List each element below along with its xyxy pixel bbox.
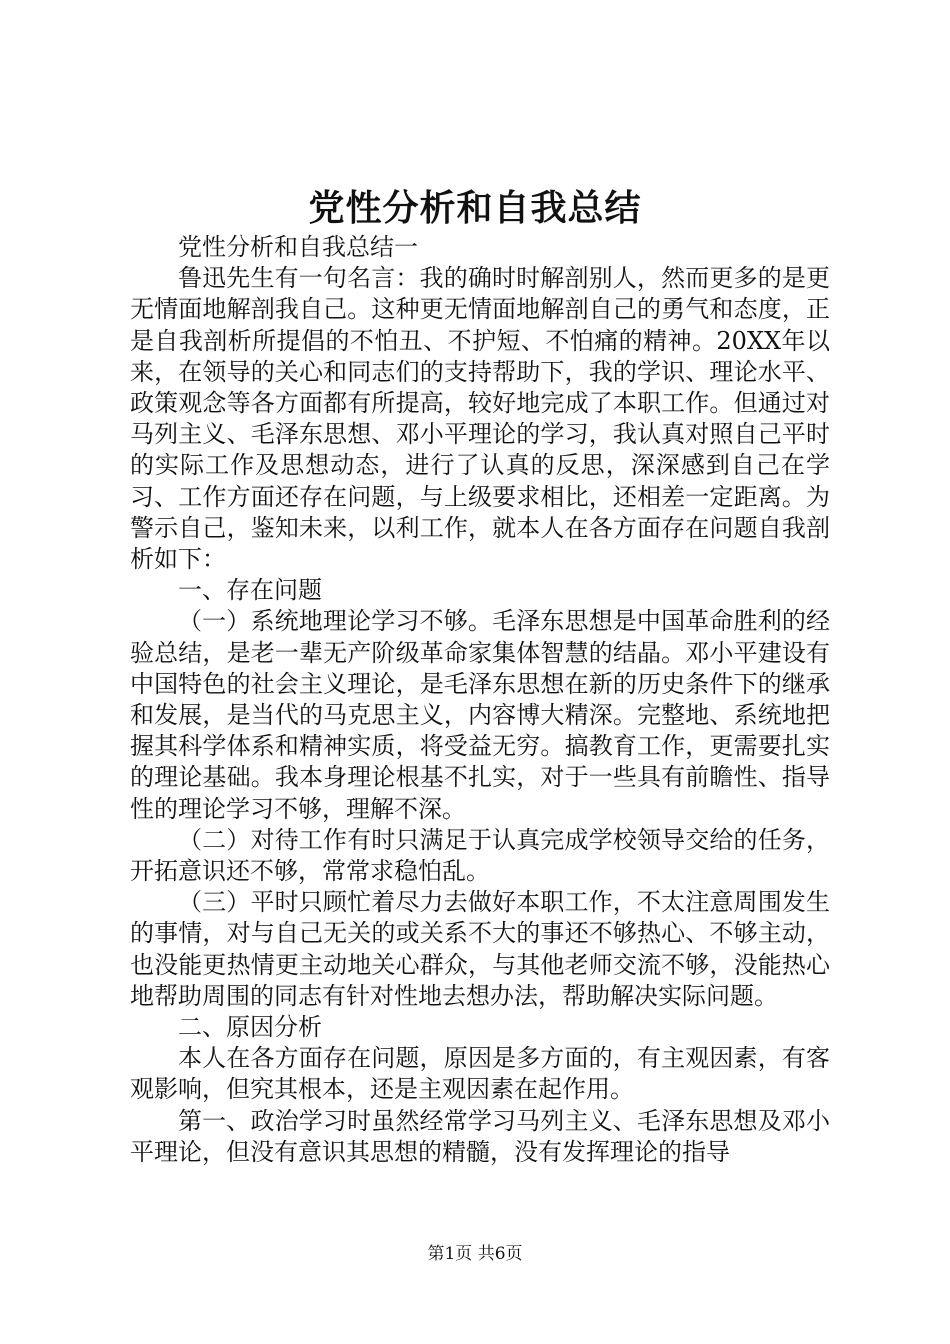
problem-item-1: （一）系统地理论学习不够。毛泽东思想是中国革命胜利的经验总结，是老一辈无产阶级革命家集体智慧的结晶。邓小平建设有中国特色的社会主义理论，是毛泽东思想在新的历史条件下的继承和发展，是当代的马克思主义，内容博大精深。完整地、系统地把握其科学体系和精神实质，将受益无穷。搞教育工作，更需要扎实的理论基础。我本身理论根基不扎实，对于一些具有前瞻性、指导性的理论学习不够，理解不深。 [130,607,830,823]
document-title: 党性分析和自我总结 [308,187,642,229]
problem-item-2: （二）对待工作有时只满足于认真完成学校领导交给的任务，开拓意识还不够，常常求稳怕乱。 [130,825,830,886]
cause-overview-paragraph: 本人在各方面存在问题，原因是多方面的，有主观因素，有客观影响，但究其根本，还是主观因素在起作用。 [130,1044,830,1104]
intro-paragraph: 鲁迅先生有一句名言：我的确时时解剖别人，然而更多的是更无情面地解剖我自己。这种更无情面地解剖自己的勇气和态度，正是自我剖析所提倡的不怕丑、不护短、不怕痛的精神。20XX年以来，在领导的关心和同志们的支持帮助下，我的学识、理论水平、政策观念等各方面都有所提高，较好地完成了本职工作。但通过对马列主义、毛泽东思想、邓小平理论的学习，我认真对照自己平时的实际工作及思想动态，进行了认真的反思，深深感到自己在学习、工作方面还存在问题，与上级要求相比，还相差一定距离。为警示自己，鉴知未来，以利工作，就本人在各方面存在问题自我剖析如下： [130,264,830,574]
section-heading-causes: 二、原因分析 [178,1013,322,1042]
cause-item-1: 第一、政治学习时虽然经常学习马列主义、毛泽东思想及邓小平理论，但没有意识其思想的精髓，没有发挥理论的指导 [130,1106,830,1166]
page-number-footer: 第1页 共6页 [427,1244,523,1264]
section-heading-problems: 一、存在问题 [178,576,322,605]
problem-item-3: （三）平时只顾忙着尽力去做好本职工作，不太注意周围发生的事情，对与自己无关的或关系不大的事还不够热心、不够主动，也没能更热情更主动地关心群众，与其他老师交流不够，没能热心地帮助周围的同志有针对性地去想办法，帮助解决实际问题。 [130,888,830,1010]
document-body [130,232,830,1168]
section-subtitle: 党性分析和自我总结一 [178,233,418,261]
